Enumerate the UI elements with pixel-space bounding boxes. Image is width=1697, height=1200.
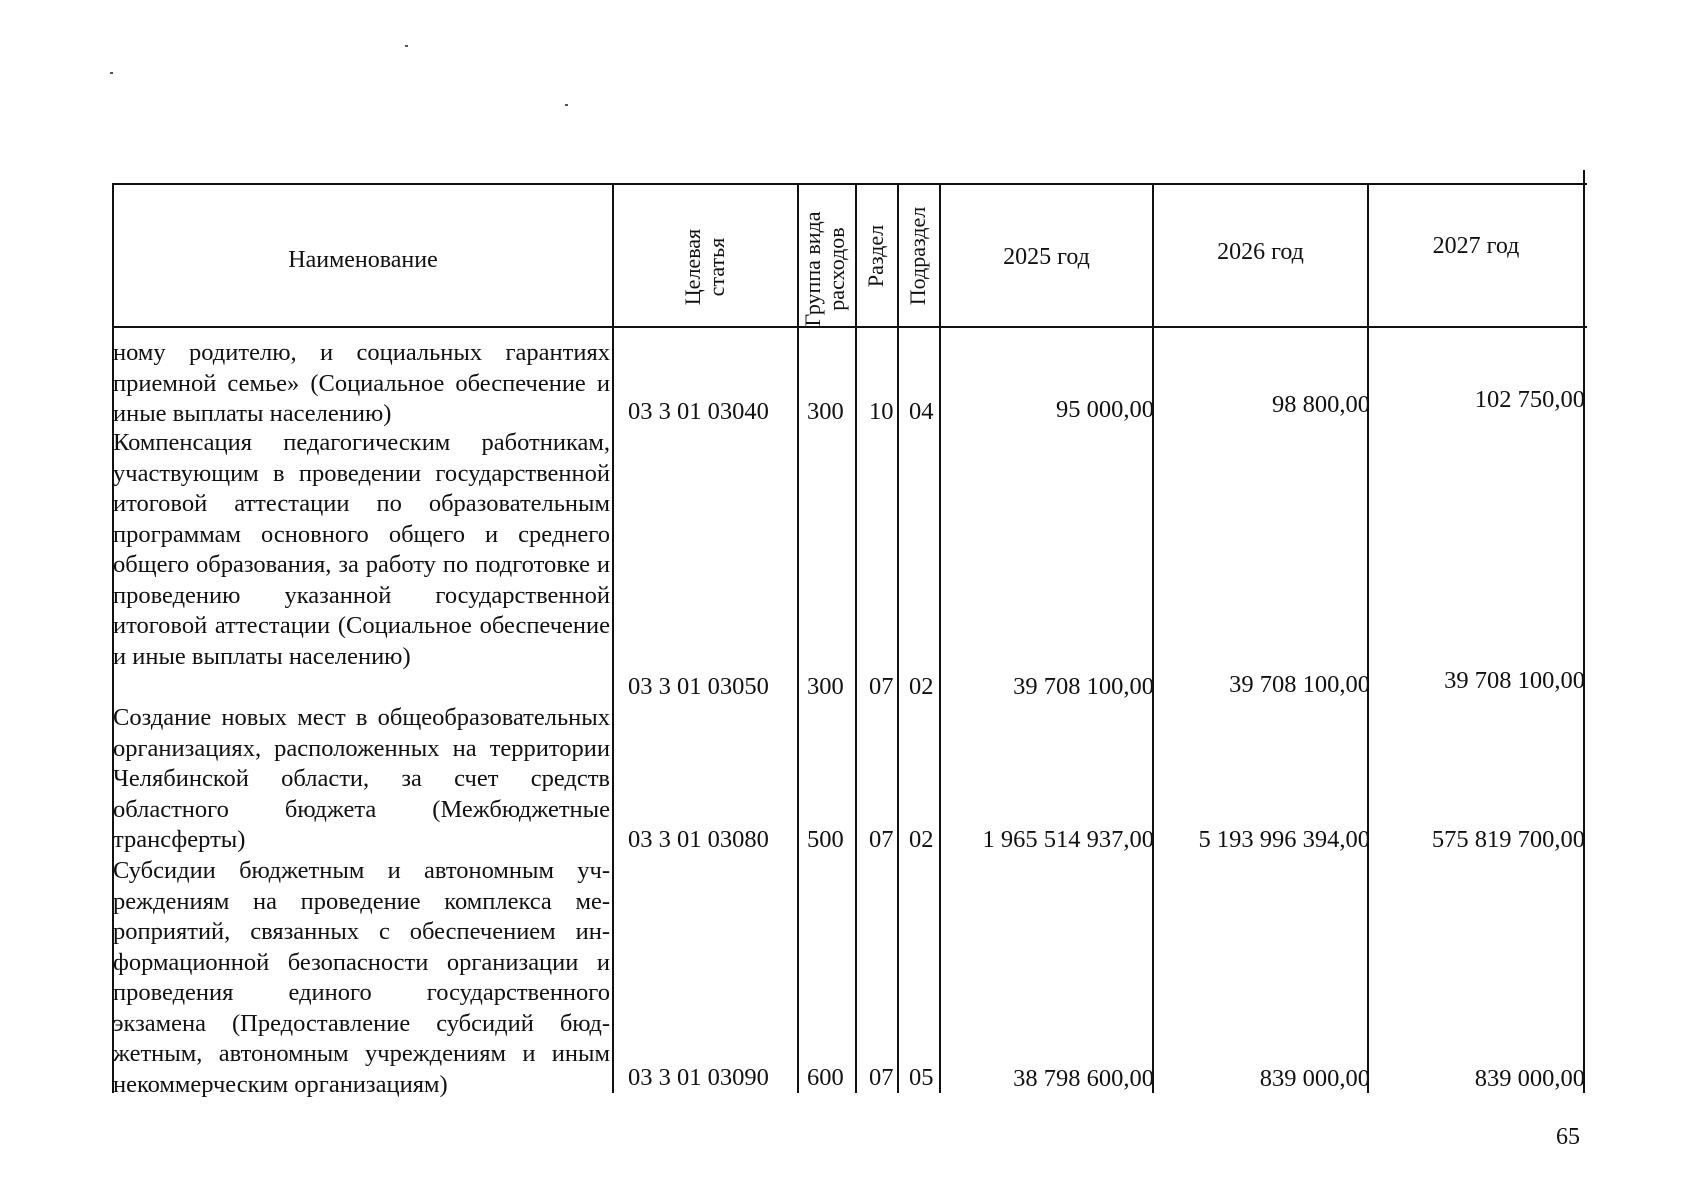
table-right-border [1583, 170, 1585, 1093]
col-divider [855, 183, 857, 1093]
row-amount-2025: 95 000,00 [1056, 396, 1154, 423]
row-amount-2025: 39 708 100,00 [1013, 673, 1154, 700]
row-amount-2026: 98 800,00 [1272, 391, 1370, 418]
col-divider [797, 183, 799, 1093]
header-year-2025: 2025 год [1003, 244, 1090, 270]
col-divider [1152, 183, 1154, 1093]
row-section: 10 [869, 398, 894, 425]
row-subsection: 02 [909, 673, 934, 700]
col-divider [612, 183, 614, 1093]
header-year-2026: 2026 год [1217, 239, 1304, 265]
row-amount-2027: 39 708 100,00 [1444, 667, 1585, 694]
row-amount-2026: 839 000,00 [1259, 1065, 1370, 1092]
header-name: Наименование [288, 247, 438, 273]
row-subsection: 04 [909, 398, 934, 425]
row-code: 03 3 01 03050 [628, 673, 769, 700]
row-code: 03 3 01 03040 [628, 398, 769, 425]
row-name: Компенсация педагогическим работникам, участвующим в проведении государственной итоговой аттестации по образовательным программам основного общего и среднего общего образования, за работу по подготовке и проведению указанной государственной итоговой аттестации (Социальное обеспечение и иные выплаты населению) [113, 429, 610, 670]
row-section: 07 [869, 1064, 894, 1091]
row-name: ному родителю, и социальных гарантиях приемной семье» (Социальное обеспечение и иные выплаты населению) [113, 339, 610, 427]
page-number: 65 [1556, 1124, 1580, 1150]
col-divider [897, 183, 899, 1093]
table-top-border [113, 183, 1587, 185]
row-name: Субсидии бюджетным и автономным учреждениям на проведение комплекса мероприятий, связанных с обеспечением информационной безопасности организации и проведения единого государственного экзамена (Предоставление субсидий бюджетным, автономным учреждениям и иным некоммерческим организациям) [113, 857, 610, 1098]
row-section: 07 [869, 673, 894, 700]
row-amount-2026: 39 708 100,00 [1229, 671, 1370, 698]
row-amount-2027: 102 750,00 [1474, 386, 1585, 413]
header-year-2027: 2027 год [1432, 233, 1520, 259]
row-amount-2027: 575 819 700,00 [1431, 826, 1585, 853]
row-subsection: 05 [909, 1064, 934, 1091]
row-section: 07 [869, 826, 894, 853]
row-amount-2027: 839 000,00 [1474, 1065, 1585, 1092]
scan-speck [405, 45, 408, 47]
header-target-article: Целевая статья [680, 228, 729, 306]
scan-speck [110, 72, 113, 74]
row-amount-2025: 1 965 514 937,00 [982, 826, 1154, 853]
header-section: Раздел [863, 224, 888, 288]
header-expense-group: Группа вида расходов [800, 211, 849, 327]
row-code: 03 3 01 03090 [628, 1064, 769, 1091]
header-subsection: Подраздел [905, 206, 930, 306]
row-expense-group: 600 [807, 1064, 844, 1091]
col-divider [939, 183, 941, 1093]
row-code: 03 3 01 03080 [628, 826, 769, 853]
row-subsection: 02 [909, 826, 934, 853]
row-amount-2025: 38 798 600,00 [1013, 1065, 1154, 1092]
scan-speck [565, 104, 568, 106]
col-divider [1367, 183, 1369, 1093]
row-expense-group: 500 [807, 826, 844, 853]
row-amount-2026: 5 193 996 394,00 [1198, 826, 1370, 853]
row-expense-group: 300 [807, 673, 844, 700]
row-expense-group: 300 [807, 398, 844, 425]
row-name: Создание новых мест в общеобразовательных организациях, расположенных на территории Челябинской области, за счет средств областного бюджета (Межбюджетные трансферты) [113, 704, 610, 853]
